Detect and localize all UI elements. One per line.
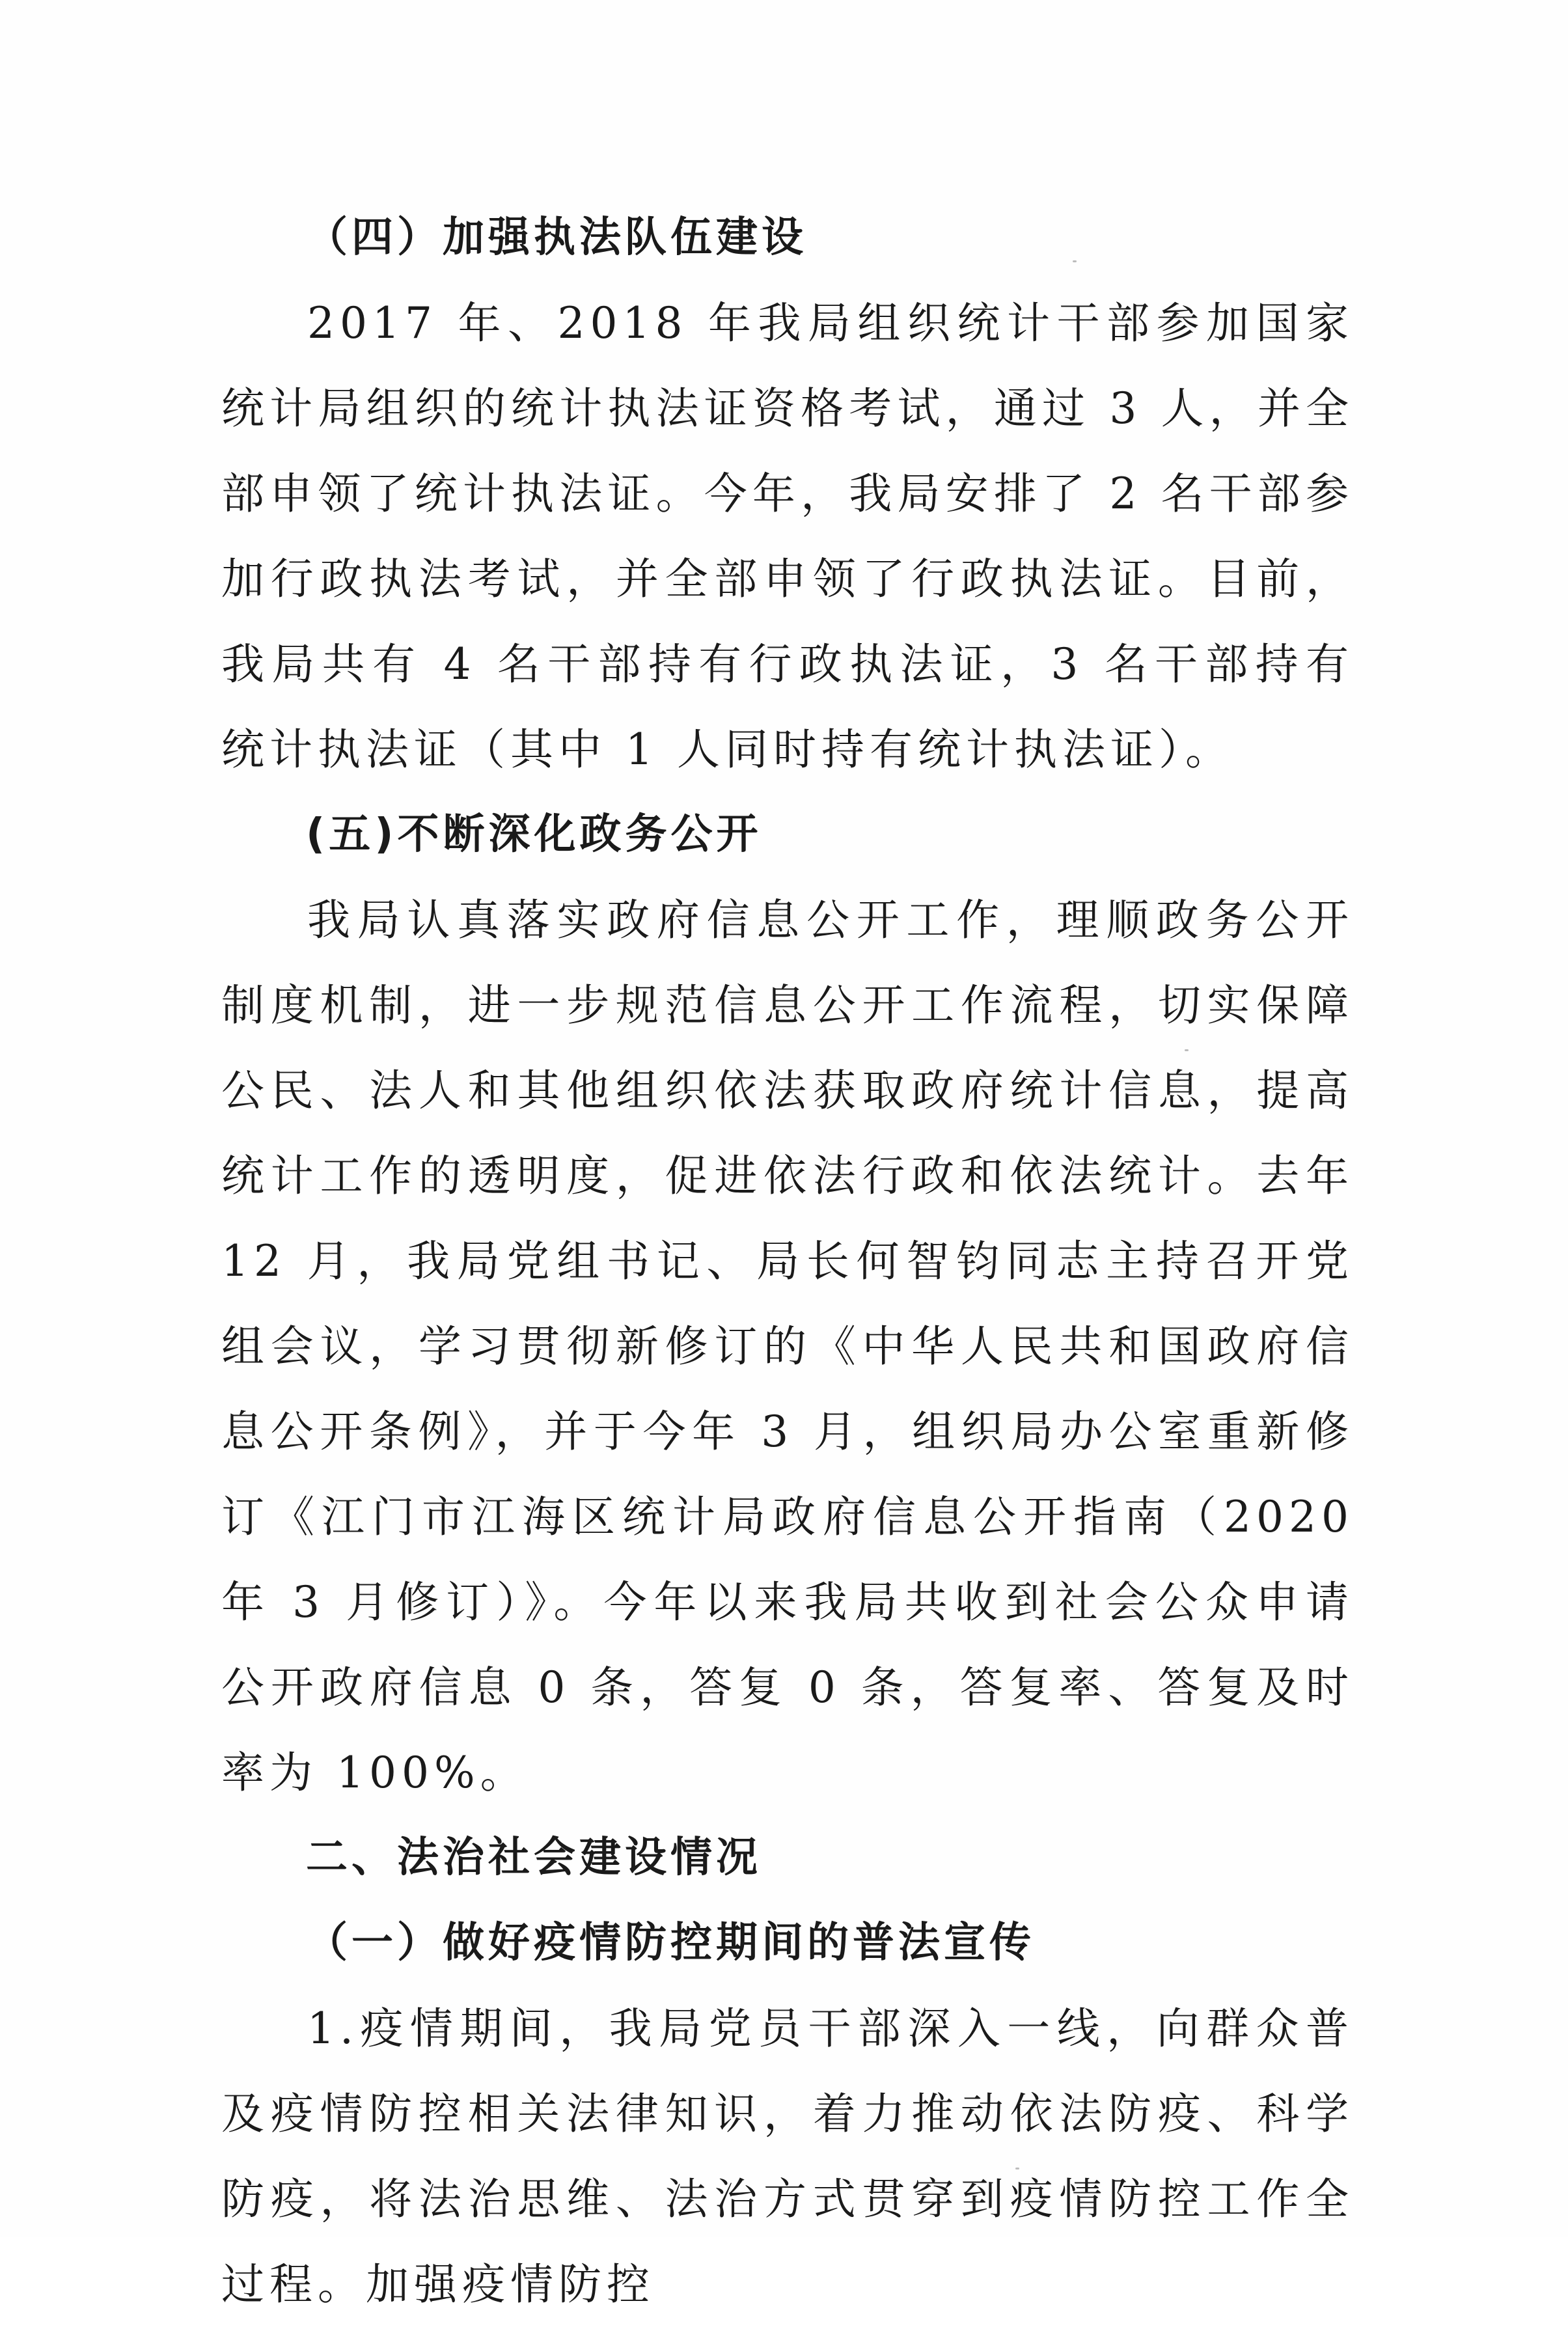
subsection-paragraph-1: 1.疫情期间，我局党员干部深入一线，向群众普及疫情防控相关法律知识，着力推动依法防疫、科学防疫，将法治思维、法治方式贯穿到疫情防控工作全过程。加强疫情防控 xyxy=(221,2003,1354,2309)
section-heading-5: (五)不断深化政务公开 xyxy=(306,810,762,859)
part-heading-2: 二、法治社会建设情况 xyxy=(306,1834,762,1882)
section-heading-4: （四）加强执法队伍建设 xyxy=(306,213,807,262)
document-body xyxy=(221,195,1354,2327)
subsection-heading-1: （一）做好疫情防控期间的普法宣传 xyxy=(306,1919,1035,1967)
section-paragraph-5: 我局认真落实政府信息公开工作，理顺政务公开制度机制，进一步规范信息公开工作流程，切实保障公民、法人和其他组织依法获取政府统计信息，提高统计工作的透明度，促进依法行政和依法统计。去年 12 月，我局党组书记、局长何智钧同志主持召开党组会议，学习贯彻新修订的《中华人民共和国政府信息公开条例》，并于今年 3 月，组织局办公室重新修订《江门市江海区统计局政府信息公开指南（2020 年 3 月修订）》。今年以来我局共收到社会公众申请公开政府信息 0 条，答复 0 条，答复率、答复及时率为 100%。 xyxy=(221,895,1354,1798)
section-paragraph-4: 2017 年、2018 年我局组织统计干部参加国家统计局组织的统计执法证资格考试，通过 3 人，并全部申领了统计执法证。今年，我局安排了 2 名干部参加行政执法考试，并全部申领了行政执法证。目前，我局共有 4 名干部持有行政执法证，3 名干部持有统计执法证（其中 1 人同时持有统计执法证）。 xyxy=(221,298,1354,775)
